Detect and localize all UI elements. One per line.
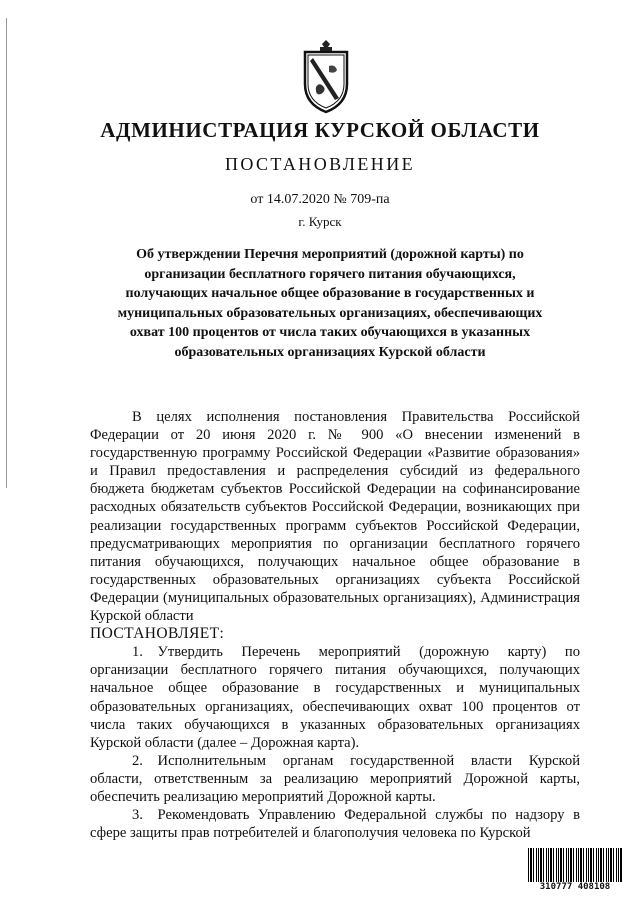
document-barcode [528, 848, 622, 894]
document-title: Об утверждении Перечня мероприятий (дорожной карты) по организации бесплатного горячего питания обучающихся, получающих начальное общее образование в государственных и муниципальных образовательных организациях, обеспечивающих охват 100 процентов от числа таких обучающихся в указанных образовательных организациях Курской области [117, 247, 543, 360]
margin-line [6, 18, 7, 488]
barcode-bars [528, 848, 622, 882]
resolves-keyword: ПОСТАНОВЛЯЕТ: [90, 625, 225, 643]
resolution-item-1: 1. Утвердить Перечень мероприятий (дорожную карту) по организации бесплатного горячего питания обучающихся, получающих начальное общее образование в государственных и муниципальных образовательных организациях, обеспечивающих охват 100 процентов от числа таких обучающихся в указанных образовательных организациях Курской области (далее – Дорожная карта). [90, 644, 580, 751]
organization-name: АДМИНИСТРАЦИЯ КУРСКОЙ ОБЛАСТИ [100, 118, 540, 142]
preamble-paragraph: В целях исполнения постановления Правительства Российской Федерации от 20 июня 2020 г. № 900 «О внесении изменений в государственную программу Российской Федерации «Развитие образования» и Правил предоставления и распределения субсидий из федерального бюджета бюджетам субъектов Российской Федерации на софинансирование расходных обязательств субъектов Российской Федерации, возникающих при реализации государственных программ субъектов Российской Федерации, предусматривающих мероприятия по организации бесплатного горячего питания обучающихся, получающих начальное общее образование в государственных образовательных организациях субъекта Российской Федерации (муниципальных образовательных организациях), Администрация Курской области [90, 409, 580, 625]
resolution-item-3: 3. Рекомендовать Управлению Федеральной службы по надзору в сфере защиты прав потребителей и благополучия человека по Курской [90, 807, 580, 842]
document-city: г. Курск [298, 214, 342, 229]
document-date-number: от 14.07.2020 № 709-па [250, 192, 390, 207]
coat-of-arms-icon [299, 40, 353, 114]
barcode-number: 310777 408108 [528, 882, 622, 892]
resolution-item-2: 2. Исполнительным органам государственной власти Курской области, ответственным за реализацию мероприятий Дорожной карты, обеспечить реализацию мероприятий Дорожной карты. [90, 752, 580, 805]
document-type: ПОСТАНОВЛЕНИЕ [224, 154, 416, 174]
document-body [90, 408, 580, 842]
